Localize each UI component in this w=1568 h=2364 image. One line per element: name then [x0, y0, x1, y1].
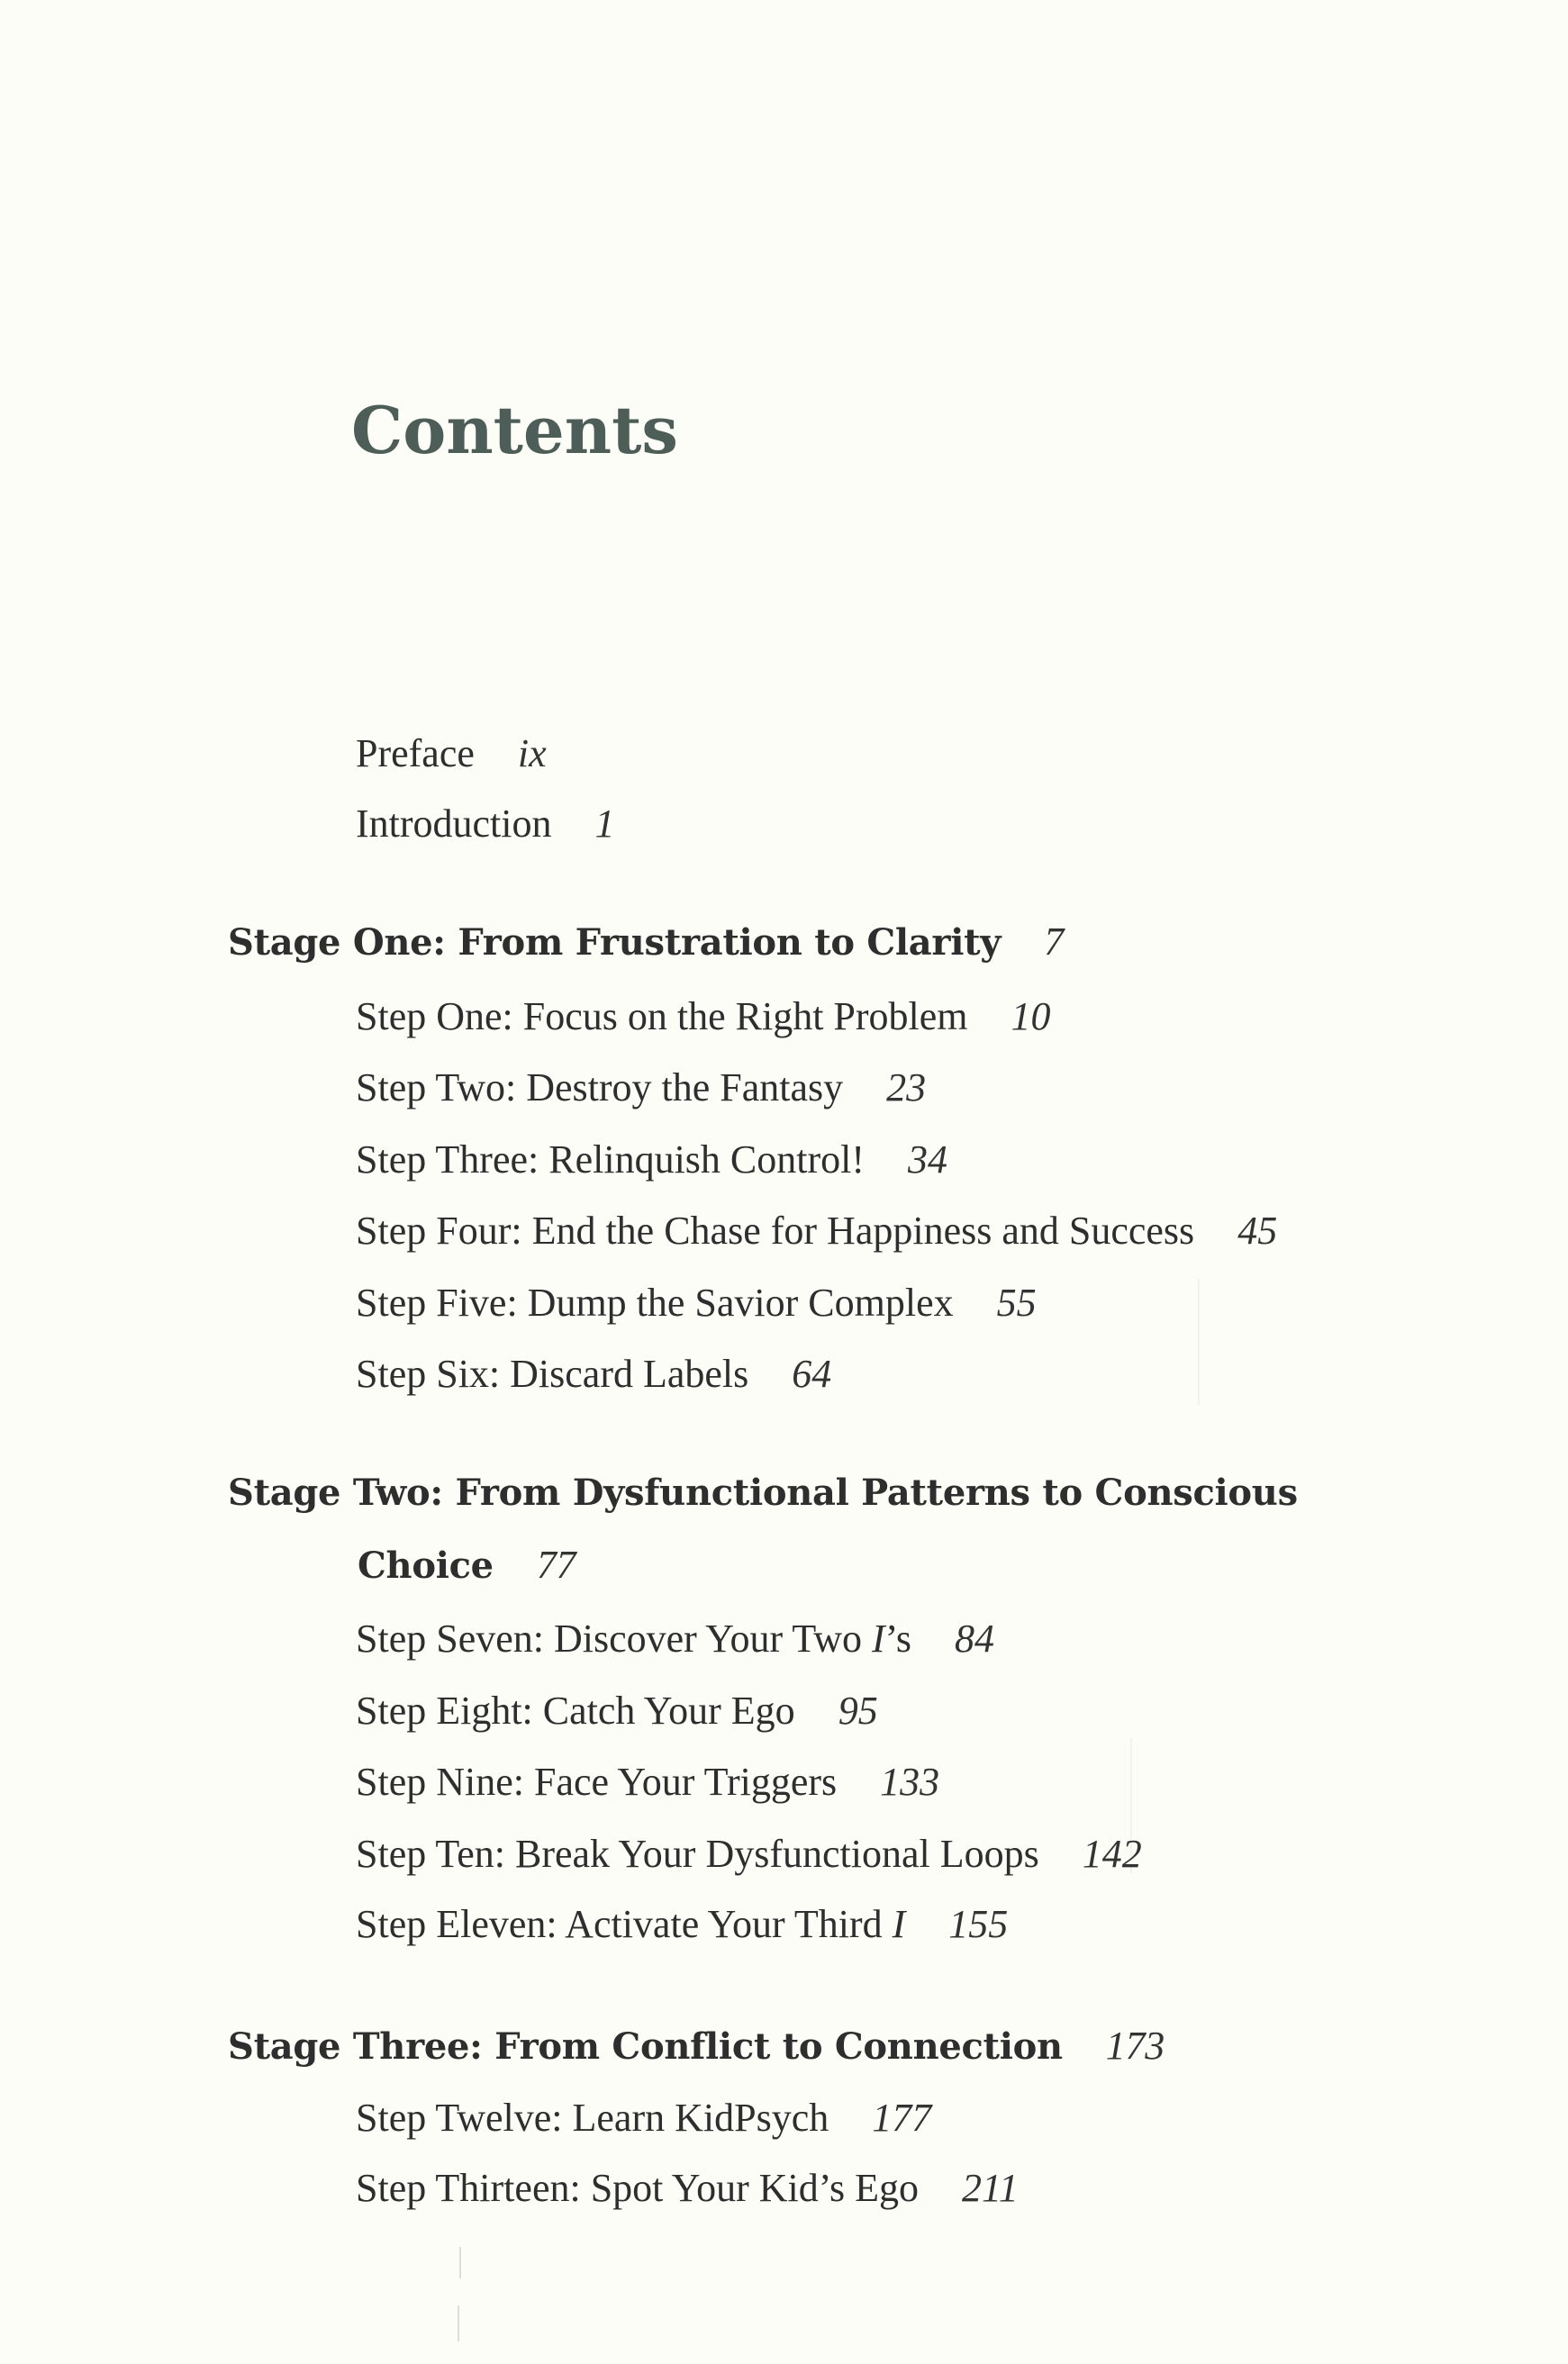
page-number: 7	[1044, 919, 1064, 964]
toc-entry-step-one[interactable]	[356, 994, 1051, 1038]
entry-title: Preface	[356, 731, 475, 775]
page-number: 155	[948, 1902, 1009, 1946]
entry-title: Introduction	[356, 802, 552, 846]
toc-entry-introduction[interactable]	[356, 804, 615, 844]
entry-title-emphasis: I	[892, 1902, 906, 1946]
toc-entry-step-ten[interactable]	[356, 1834, 1142, 1874]
scan-artifact	[459, 2247, 461, 2278]
scan-artifact	[1198, 1279, 1200, 1405]
entry-title: Step Three: Relinquish Control!	[356, 1137, 866, 1182]
toc-entry-step-five[interactable]	[356, 1283, 1037, 1323]
page-number: 211	[962, 2166, 1019, 2210]
toc-entry-step-eight[interactable]	[356, 1691, 878, 1731]
page-number: 84	[955, 1617, 995, 1661]
page-number: 142	[1082, 1832, 1142, 1876]
toc-entry-step-two[interactable]	[356, 1065, 927, 1110]
page-number: 64	[792, 1352, 832, 1396]
entry-title: Step Nine: Face Your Triggers	[356, 1760, 838, 1804]
page-number: 23	[886, 1065, 927, 1110]
entry-title: Step Two: Destroy the Fantasy	[356, 1065, 844, 1110]
entry-title: Step Twelve: Learn KidPsych	[356, 2096, 829, 2140]
entry-title: Step Eight: Catch Your Ego	[356, 1689, 795, 1733]
toc-entry-step-thirteen[interactable]	[356, 2166, 1019, 2210]
page-number: 10	[1011, 994, 1051, 1038]
entry-title: Step Four: End the Chase for Happiness and Success	[356, 1209, 1195, 1253]
entry-title: Step Six: Discard Labels	[356, 1352, 749, 1396]
stage-title: Stage Three: From Conflict to Connection	[228, 2025, 1063, 2068]
page-number: 34	[908, 1137, 948, 1182]
entry-title: Step One: Focus on the Right Problem	[356, 994, 968, 1038]
page-number: 177	[872, 2096, 932, 2140]
entry-title: Step Five: Dump the Savior Complex	[356, 1281, 954, 1325]
page-number: 95	[838, 1689, 878, 1733]
entry-title: Step Ten: Break Your Dysfunctional Loops	[356, 1832, 1039, 1876]
page-title: Contents	[351, 392, 678, 468]
toc-entry-step-nine[interactable]	[356, 1762, 939, 1802]
stage-title: Stage One: From Frustration to Clarity	[228, 921, 1002, 964]
entry-title: Step Eleven: Activate Your Third	[356, 1902, 893, 1946]
stage-title-line1: Stage Two: From Dysfunctional Patterns to Conscious	[228, 1472, 1298, 1514]
entry-title-emphasis: I	[872, 1617, 885, 1661]
entry-title: Step Thirteen: Spot Your Kid’s Ego	[356, 2166, 920, 2210]
page-number: ix	[517, 731, 547, 775]
page-number: 133	[880, 1760, 940, 1804]
toc-entry-step-twelve[interactable]	[356, 2098, 931, 2138]
toc-stage-one[interactable]	[228, 919, 1064, 964]
page-number: 77	[536, 1543, 576, 1587]
entry-title: Step Seven: Discover Your Two	[356, 1617, 872, 1661]
page-number: 173	[1105, 2024, 1165, 2068]
toc-entry-step-four[interactable]	[356, 1211, 1277, 1251]
toc-entry-preface[interactable]	[356, 731, 547, 775]
page-number: 55	[996, 1281, 1037, 1325]
toc-entry-step-three[interactable]	[356, 1137, 948, 1182]
toc-stage-three[interactable]	[228, 2026, 1165, 2066]
toc-stage-two-continued[interactable]	[358, 1545, 576, 1585]
toc-stage-two[interactable]	[228, 1472, 1298, 1514]
toc-entry-step-eleven[interactable]	[356, 1902, 1009, 1946]
stage-title-line2: Choice	[358, 1544, 494, 1587]
toc-entry-step-seven[interactable]	[356, 1619, 994, 1659]
page-number: 45	[1237, 1209, 1278, 1253]
page-number: 1	[594, 802, 615, 846]
scan-artifact	[458, 2305, 459, 2341]
entry-title-suffix: ’s	[884, 1617, 912, 1661]
toc-entry-step-six[interactable]	[356, 1354, 831, 1394]
scan-artifact	[1130, 1738, 1132, 1873]
